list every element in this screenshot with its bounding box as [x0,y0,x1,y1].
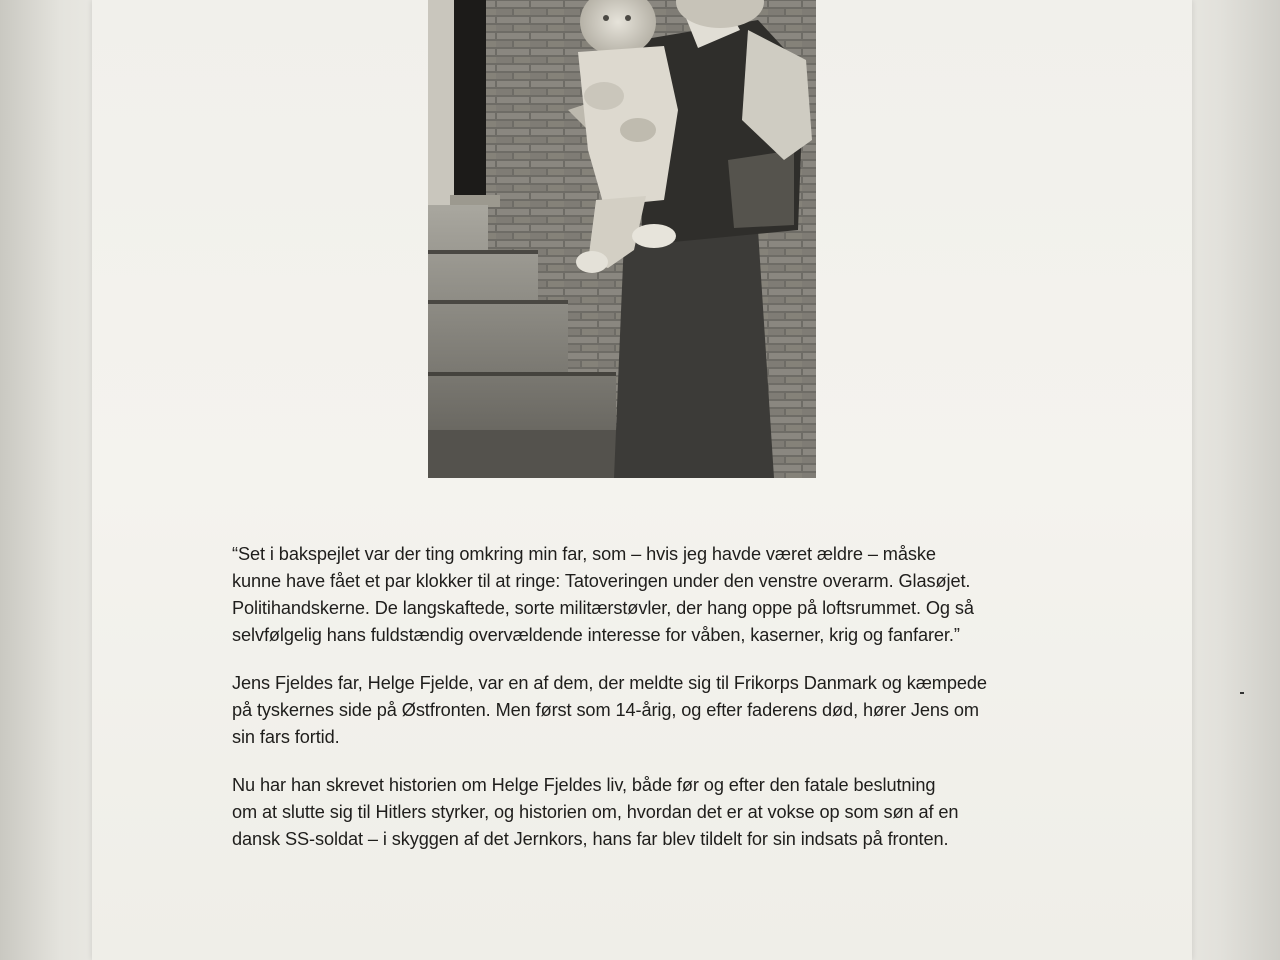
blurb-line: sin fars fortid. [232,727,340,747]
blurb-line: på tyskernes side på Østfronten. Men først som 14-årig, og efter faderens død, hører Jens om [232,700,979,720]
blurb-line: om at slutte sig til Hitlers styrker, og historien om, hvordan det er at vokse op som søn af en [232,802,959,822]
blurb-line: dansk SS-soldat – i skyggen af det Jernkors, hans far blev tildelt for sin indsats på fronten. [232,829,949,849]
blurb-paragraph [232,772,1022,853]
photo-illustration [428,0,816,478]
blurb-quote-paragraph [232,541,1022,649]
back-cover-blurb [232,541,1022,874]
blurb-line: Jens Fjeldes far, Helge Fjelde, var en af dem, der meldte sig til Frikorps Danmark og kæmpede [232,673,987,693]
blurb-line: Politihandskerne. De langskaftede, sorte militærstøvler, der hang oppe på loftsrummet. Og så [232,598,974,618]
family-photo [428,0,816,478]
blurb-line: “Set i bakspejlet var der ting omkring min far, som – hvis jeg havde været ældre – måske [232,544,936,564]
dust-speck [1240,692,1244,694]
blurb-line: Nu har han skrevet historien om Helge Fjeldes liv, både før og efter den fatale beslutning [232,775,936,795]
blurb-paragraph [232,670,1022,751]
blurb-line: kunne have fået et par klokker til at ringe: Tatoveringen under den venstre overarm. Glasøjet. [232,571,971,591]
blurb-line: selvfølgelig hans fuldstændig overvældende interesse for våben, kaserner, krig og fanfarer.” [232,625,960,645]
